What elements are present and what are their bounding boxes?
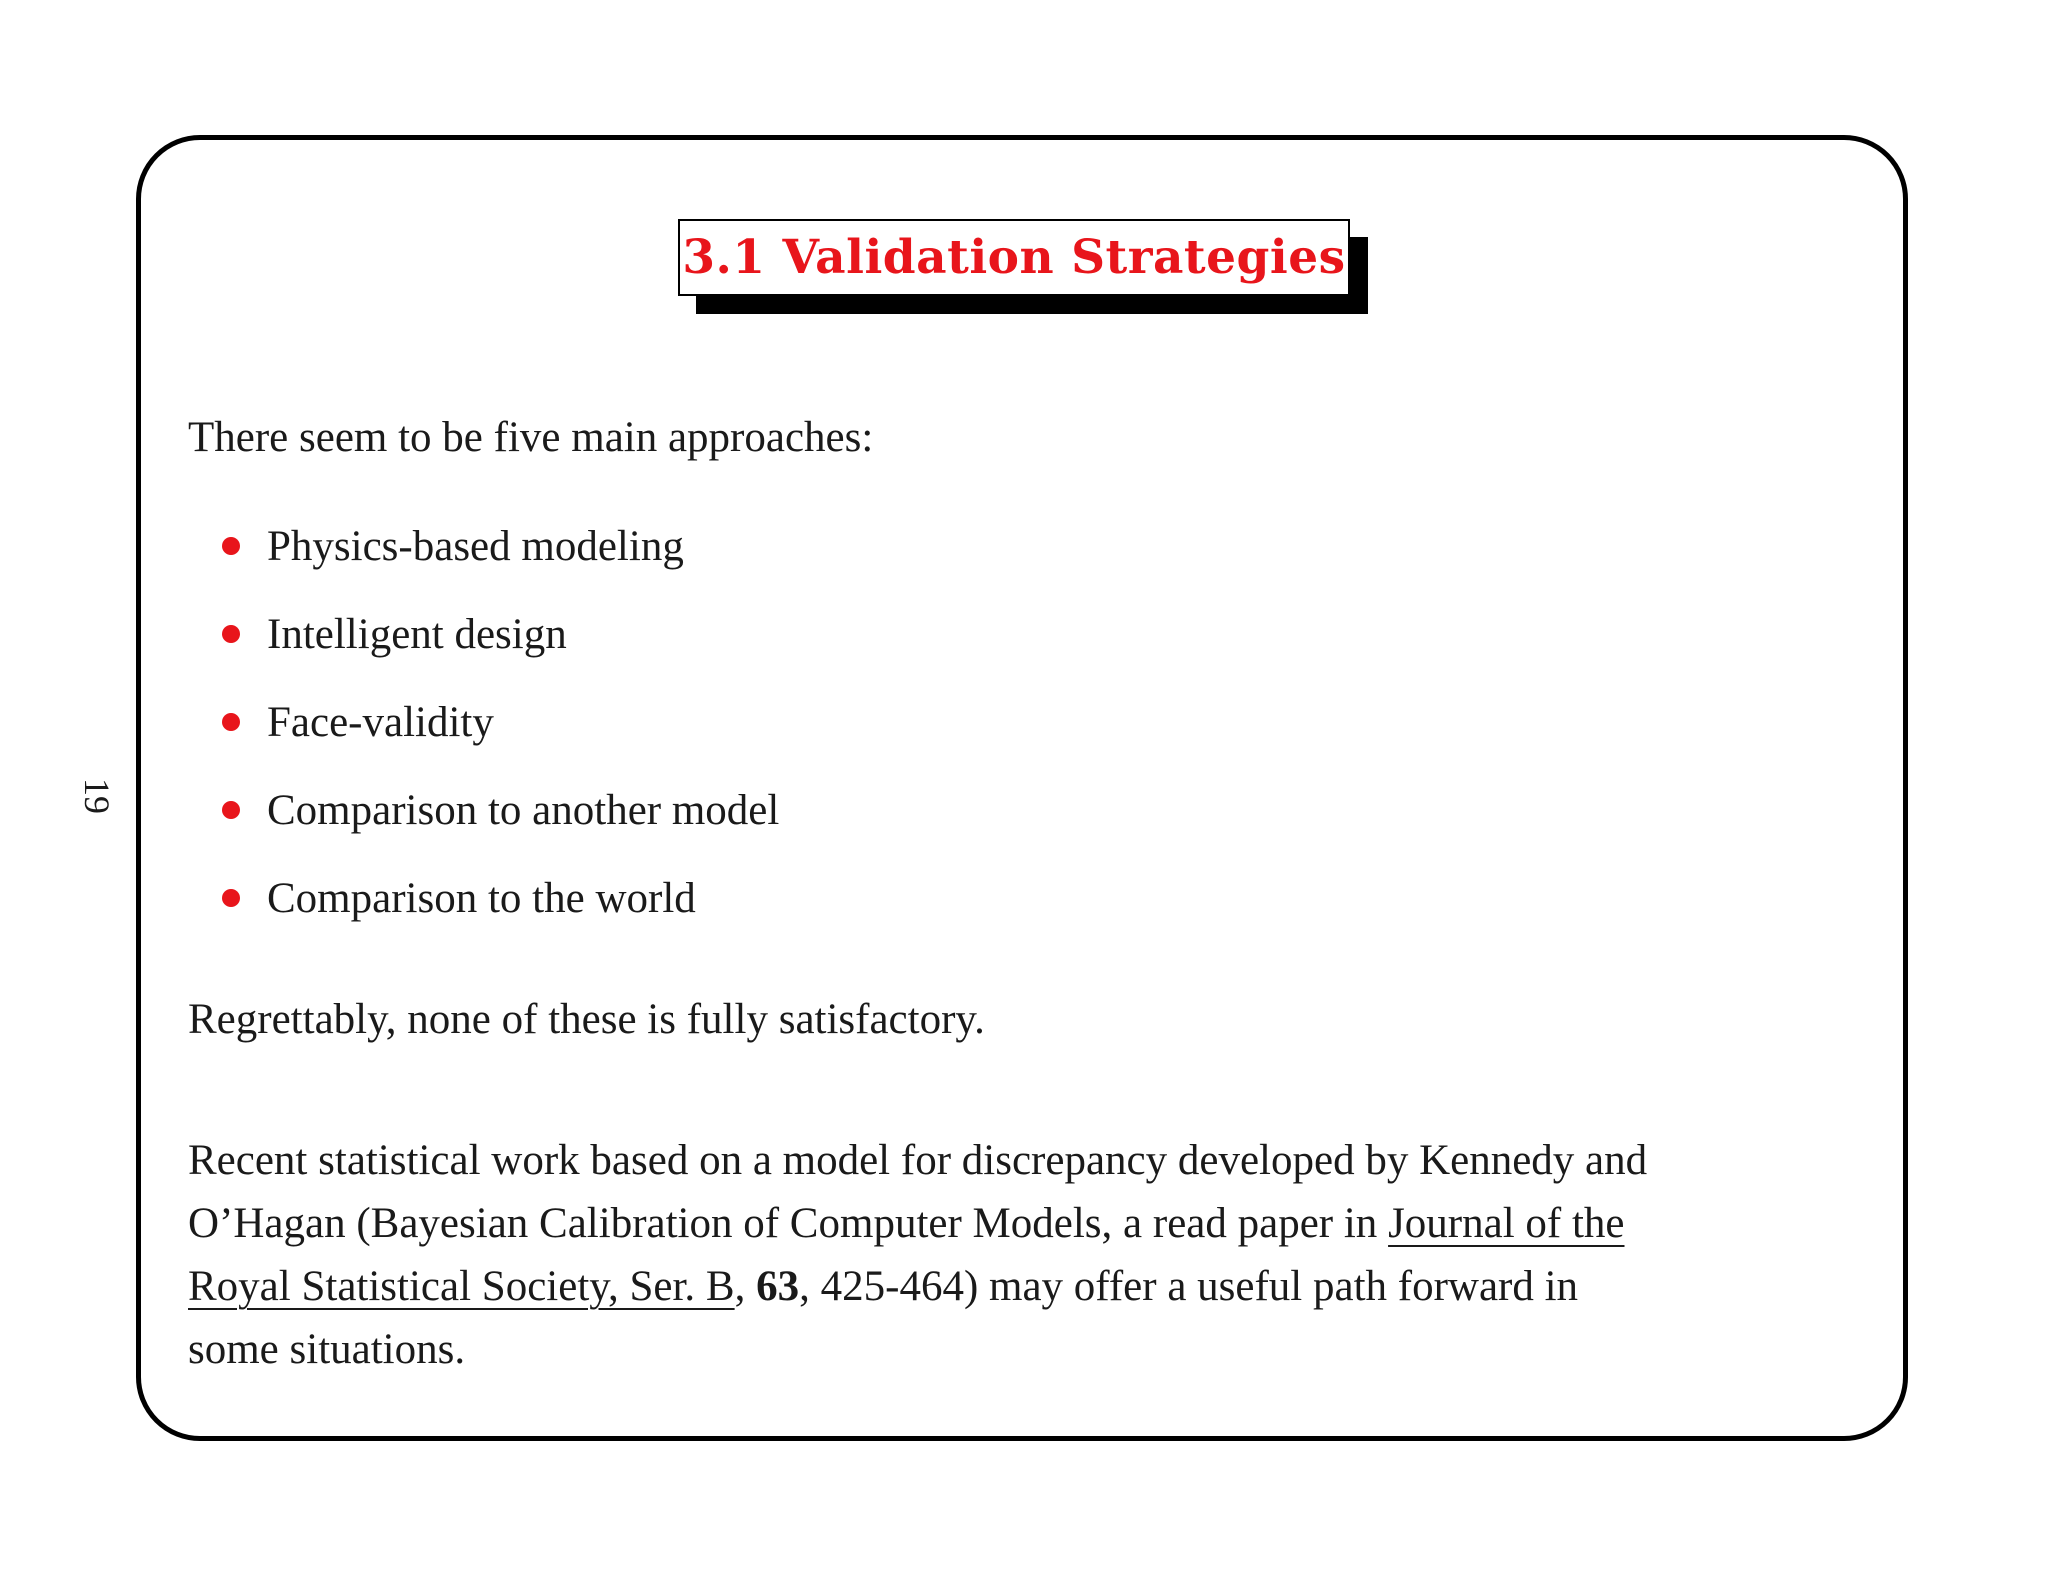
paragraph-line-2 [188, 1192, 1848, 1255]
kennedy-ohagan-paragraph [188, 1129, 1848, 1381]
paragraph-line-1 [188, 1129, 1848, 1192]
list-item-label: Intelligent design [267, 610, 567, 658]
paragraph-line-4 [188, 1318, 1848, 1381]
bullet-icon [222, 801, 240, 819]
page-number: 19 [77, 778, 117, 814]
list-item-label: Comparison to another model [267, 786, 780, 834]
bullet-icon [222, 625, 240, 643]
paragraph-line-3 [188, 1255, 1848, 1318]
title-block [678, 219, 1350, 296]
paragraph-text: some situations. [188, 1326, 466, 1373]
list-item [218, 590, 779, 678]
list-item [218, 678, 779, 766]
paragraph-text-pre: O’Hagan (Bayesian Calibration of Computer Models, a read paper in [188, 1200, 1389, 1247]
bullet-icon [222, 889, 240, 907]
regret-text: Regrettably, none of these is fully satisfactory. [188, 996, 985, 1043]
paragraph-text: Recent statistical work based on a model for discrepancy developed by Kennedy and [188, 1137, 1648, 1184]
bullet-icon [222, 713, 240, 731]
list-item-label: Comparison to the world [267, 874, 696, 922]
paragraph-text [188, 1192, 1625, 1255]
slide-title: 3.1 Validation Strategies [678, 219, 1350, 296]
paragraph-text-post: , 425-464) may offer a useful path forward in [799, 1263, 1579, 1310]
bullet-icon [222, 537, 240, 555]
list-item [218, 502, 779, 590]
journal-citation-part-2: Royal Statistical Society, Ser. B [188, 1263, 735, 1310]
journal-volume: 63 [756, 1263, 800, 1310]
list-item-label: Face-validity [267, 698, 494, 746]
approaches-list [218, 502, 779, 942]
intro-text: There seem to be five main approaches: [188, 414, 874, 461]
list-item [218, 766, 779, 854]
paragraph-text [188, 1255, 1578, 1318]
journal-citation-part-1: Journal of the [1388, 1200, 1625, 1247]
paragraph-text-comma: , [734, 1263, 757, 1310]
list-item-label: Physics-based modeling [267, 522, 684, 570]
list-item [218, 854, 779, 942]
